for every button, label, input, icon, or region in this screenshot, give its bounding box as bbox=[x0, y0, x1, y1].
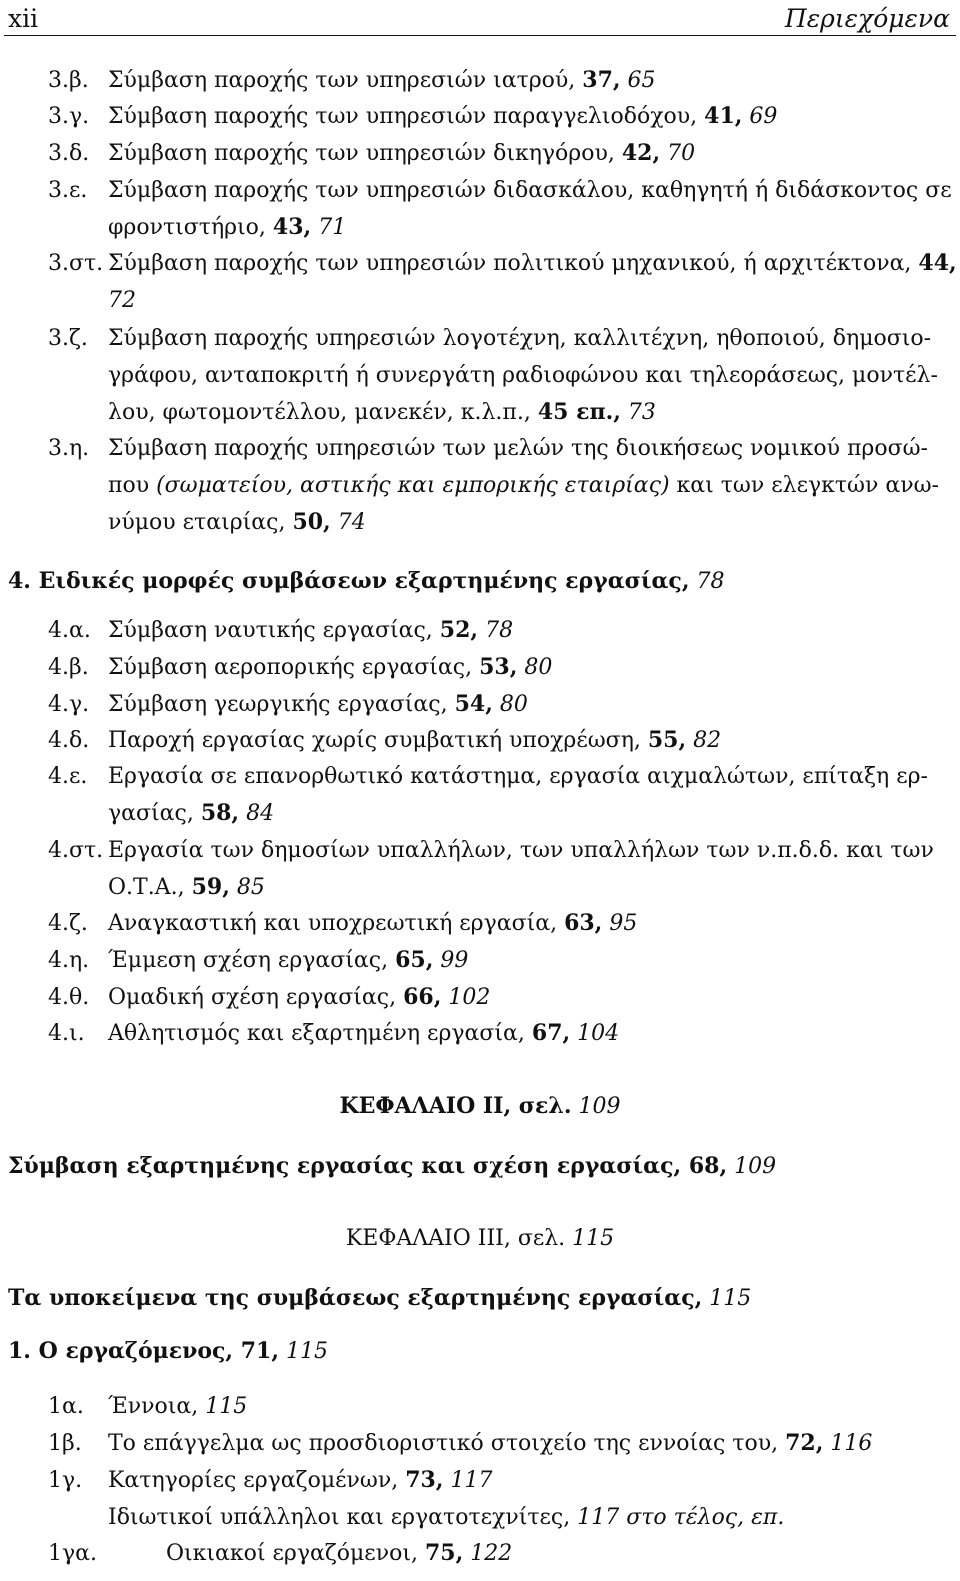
entry-line bbox=[108, 98, 777, 135]
entry-text: Εργασία των δημοσίων υπαλλήλων, των υπαλλήλων των ν.π.δ.δ. και των bbox=[108, 838, 934, 863]
entry-line bbox=[108, 430, 928, 467]
entry-section-number: 50, bbox=[292, 509, 331, 535]
entry-text: λου, φωτομοντέλλου, μανεκέν, κ.λ.π., bbox=[108, 400, 538, 425]
entry-text: και των ελεγκτών ανω- bbox=[669, 473, 939, 498]
entry-label: 4.στ. bbox=[48, 838, 104, 863]
entry-page-number: 115 bbox=[198, 1394, 248, 1419]
page-header bbox=[8, 4, 950, 34]
entry-label: 4.α. bbox=[48, 618, 91, 643]
entry-text: Ιδιωτικοί υπάλληλοι και εργατοτεχνίτες, bbox=[108, 1505, 578, 1530]
entry-page-number: 82 bbox=[686, 728, 722, 753]
entry-text: Σύμβαση παροχής των υπηρεσιών ιατρού, bbox=[108, 68, 583, 93]
entry-section-number: 53, bbox=[479, 654, 518, 680]
entry-text: Σύμβαση παροχής των υπηρεσιών δικηγόρου, bbox=[108, 141, 622, 166]
entry-line bbox=[108, 979, 490, 1016]
entry-line bbox=[108, 282, 136, 319]
entry-text: Σύμβαση αεροπορικής εργασίας, bbox=[108, 655, 480, 680]
entry-text: γράφου, ανταποκριτή ή συνεργάτη ραδιοφώνου και τηλεοράσεως, μοντέλ- bbox=[108, 363, 938, 388]
entry-line bbox=[108, 172, 952, 209]
entry-page-number: 104 bbox=[570, 1021, 620, 1046]
entry-page-number: 70 bbox=[660, 141, 696, 166]
entry-text: Σύμβαση παροχής υπηρεσιών λογοτέχνη, καλλιτέχνη, ηθοποιού, δημοσιο- bbox=[108, 326, 932, 351]
entry-page-number: 74 bbox=[330, 510, 366, 535]
entry-label: 4.δ. bbox=[48, 728, 90, 753]
entry-line bbox=[108, 869, 265, 906]
entry-line bbox=[108, 394, 656, 431]
entry-line bbox=[108, 320, 931, 357]
entry-line bbox=[108, 758, 928, 795]
entry-label: 3.β. bbox=[48, 68, 89, 93]
entry-label: 1γα. bbox=[48, 1541, 97, 1566]
chapter-2-title: Σύμβαση εξαρτημένης εργασίας και σχέση εργασίας, 68, 109 bbox=[8, 1153, 777, 1179]
entry-page-number: 71 bbox=[311, 215, 347, 240]
entry-line bbox=[108, 62, 656, 99]
entry-section-number: 65, bbox=[395, 947, 434, 973]
entry-line bbox=[108, 135, 695, 172]
entry-line bbox=[108, 649, 552, 686]
entry-section-number: 73, bbox=[405, 1467, 444, 1493]
entry-text: Αθλητισμός και εξαρτημένη εργασία, bbox=[108, 1021, 532, 1046]
entry-text: γασίας, bbox=[108, 801, 201, 826]
header-rule bbox=[4, 35, 956, 36]
entry-line bbox=[108, 686, 528, 723]
entry-section-number: 63, bbox=[564, 910, 603, 936]
entry-section-number: 75, bbox=[424, 1540, 464, 1566]
entry-label: 1γ. bbox=[48, 1468, 83, 1493]
entry-text: Σύμβαση παροχής υπηρεσιών των μελών της διοικήσεως νομικού προσώ- bbox=[108, 436, 928, 461]
entry-page-number: 72 bbox=[108, 288, 136, 313]
entry-text: Σύμβαση γεωργικής εργασίας, bbox=[108, 692, 455, 717]
entry-page-number: 80 bbox=[517, 655, 553, 680]
entry-text: νύμου εταιρίας, bbox=[108, 510, 293, 535]
entry-label: 4.ζ. bbox=[48, 911, 88, 936]
entry-page-number: 78 bbox=[478, 618, 514, 643]
entry-line bbox=[108, 832, 934, 869]
entry-label: 4.η. bbox=[48, 948, 90, 973]
entry-italic-text: (σωματείου, αστικής και εμπορικής εταιρίας) bbox=[156, 473, 670, 498]
entry-page-number: 85 bbox=[229, 875, 265, 900]
entry-section-number: 72, bbox=[785, 1430, 824, 1456]
entry-section-number: 58, bbox=[200, 800, 240, 826]
entry-section-number: 54, bbox=[454, 691, 493, 717]
entry-section-number: 42, bbox=[621, 140, 661, 166]
entry-section-number: 41, bbox=[704, 103, 743, 129]
entry-section-number: 55, bbox=[647, 727, 687, 753]
toc-heading-1: 1. Ο εργαζόμενος, 71, 115 bbox=[8, 1338, 328, 1364]
entry-line bbox=[108, 504, 366, 541]
entry-page-number: 69 bbox=[742, 104, 778, 129]
entry-page-number: 73 bbox=[620, 400, 656, 425]
entry-line bbox=[166, 1535, 512, 1572]
entry-line bbox=[108, 942, 468, 979]
entry-italic-text: 117 στο τέλος, επ. bbox=[577, 1505, 785, 1530]
entry-line bbox=[108, 1388, 247, 1425]
entry-line bbox=[108, 795, 274, 832]
entry-text: φροντιστήριο, bbox=[108, 215, 273, 240]
entry-page-number: 95 bbox=[602, 911, 638, 936]
entry-line bbox=[108, 612, 513, 649]
entry-text: Παροχή εργασίας χωρίς συμβατική υποχρέωση, bbox=[108, 728, 648, 753]
entry-text: Κατηγορίες εργαζομένων, bbox=[108, 1468, 406, 1493]
entry-page-number: 80 bbox=[492, 692, 528, 717]
entry-label: 3.ε. bbox=[48, 178, 88, 203]
entry-page-number: 117 bbox=[443, 1468, 493, 1493]
entry-label: 3.δ. bbox=[48, 141, 90, 166]
running-title: Περιεχόμενα bbox=[784, 4, 950, 33]
entry-line bbox=[108, 357, 938, 394]
entry-section-number: 66, bbox=[403, 984, 442, 1010]
entry-section-number: 37, bbox=[582, 67, 621, 93]
entry-label: 4.γ. bbox=[48, 692, 90, 717]
entry-text: Σύμβαση παροχής των υπηρεσιών διδασκάλου, καθηγητή ή διδάσκοντος σε bbox=[108, 178, 952, 203]
entry-section-number: 59, bbox=[191, 874, 230, 900]
entry-page-number: 65 bbox=[620, 68, 656, 93]
entry-line bbox=[108, 1499, 784, 1536]
chapter-3-title: Τα υποκείμενα της συμβάσεως εξαρτημένης εργασίας, 115 bbox=[8, 1285, 752, 1311]
entry-section-number: 45 επ., bbox=[537, 399, 621, 425]
entry-label: 4.ι. bbox=[48, 1021, 85, 1046]
toc-heading-4: 4. Ειδικές μορφές συμβάσεων εξαρτημένης εργασίας, 78 bbox=[8, 568, 725, 594]
entry-section-number: 44, bbox=[918, 250, 957, 276]
entry-line bbox=[108, 245, 957, 282]
entry-label: 3.γ. bbox=[48, 104, 90, 129]
entry-line bbox=[108, 1015, 619, 1052]
entry-text: Σύμβαση ναυτικής εργασίας, bbox=[108, 618, 440, 643]
entry-label: 4.ε. bbox=[48, 764, 88, 789]
entry-text: Εργασία σε επανορθωτικό κατάστημα, εργασία αιχμαλώτων, επίταξη ερ- bbox=[108, 764, 928, 789]
entry-page-number: 102 bbox=[441, 985, 491, 1010]
chapter-3-heading: ΚΕΦΑΛΑΙΟ ΙΙΙ, σελ. 115 bbox=[345, 1226, 615, 1251]
entry-text: Σύμβαση παροχής των υπηρεσιών παραγγελιοδόχου, bbox=[108, 104, 705, 129]
entry-section-number: 52, bbox=[439, 617, 479, 643]
entry-text: Ομαδική σχέση εργασίας, bbox=[108, 985, 404, 1010]
entry-line bbox=[108, 722, 721, 759]
entry-line bbox=[108, 1425, 872, 1462]
entry-text: Έννοια, bbox=[108, 1394, 199, 1419]
entry-line bbox=[108, 1462, 492, 1499]
entry-line bbox=[108, 467, 939, 504]
entry-label: 1β. bbox=[48, 1431, 82, 1456]
entry-line bbox=[108, 209, 346, 246]
entry-section-number: 43, bbox=[272, 214, 312, 240]
entry-text: Το επάγγελμα ως προσδιοριστικό στοιχείο της εννοίας του, bbox=[108, 1431, 786, 1456]
entry-label: 3.στ. bbox=[48, 251, 104, 276]
chapter-2-heading: ΚΕΦΑΛΑΙΟ ΙΙ, σελ. 109 bbox=[339, 1093, 621, 1119]
entry-section-number: 67, bbox=[531, 1020, 571, 1046]
entry-text: Ο.Τ.Α., bbox=[108, 875, 192, 900]
entry-page-number: 122 bbox=[463, 1541, 513, 1566]
entry-text: που bbox=[108, 473, 157, 498]
entry-text: Αναγκαστική και υποχρεωτική εργασία, bbox=[108, 911, 565, 936]
entry-label: 1α. bbox=[48, 1394, 84, 1419]
entry-line bbox=[108, 905, 637, 942]
entry-text: Οικιακοί εργαζόμενοι, bbox=[166, 1541, 425, 1566]
page-number: xii bbox=[8, 4, 39, 33]
entry-label: 3.η. bbox=[48, 436, 90, 461]
entry-label: 4.β. bbox=[48, 655, 89, 680]
entry-label: 3.ζ. bbox=[48, 326, 88, 351]
entry-text: Έμμεση σχέση εργασίας, bbox=[108, 948, 396, 973]
entry-page-number: 116 bbox=[823, 1431, 873, 1456]
entry-page-number: 84 bbox=[239, 801, 275, 826]
entry-page-number: 99 bbox=[433, 948, 469, 973]
entry-text: Σύμβαση παροχής των υπηρεσιών πολιτικού μηχανικού, ή αρχιτέκτονα, bbox=[108, 251, 919, 276]
entry-label: 4.θ. bbox=[48, 985, 90, 1010]
